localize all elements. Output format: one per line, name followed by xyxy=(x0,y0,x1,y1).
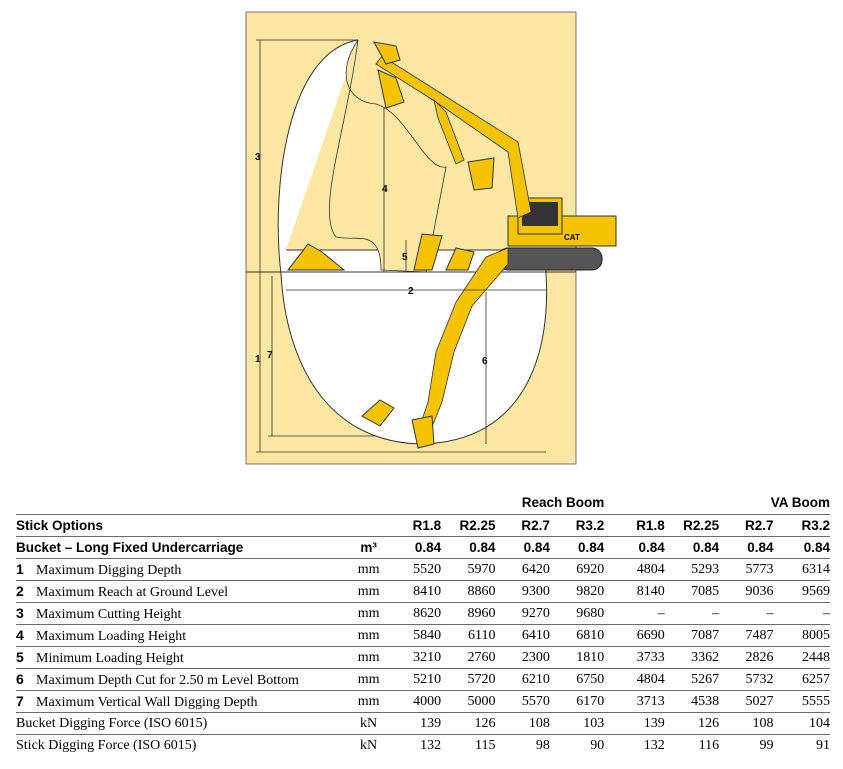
table-cell: 0.84 xyxy=(389,537,441,559)
row-number: 4 xyxy=(16,626,24,643)
table-cell: 3362 xyxy=(665,647,719,669)
table-cell: 0.84 xyxy=(665,537,719,559)
table-cell: 5027 xyxy=(719,691,773,713)
table-row xyxy=(16,603,830,625)
table-cell: 90 xyxy=(550,735,604,757)
row-label-text: Maximum Loading Height xyxy=(36,628,187,644)
table-row xyxy=(16,559,830,581)
table-cell: 91 xyxy=(774,735,831,757)
group-va-boom: VA Boom xyxy=(770,494,830,510)
row-number: 5 xyxy=(16,648,24,665)
row-label xyxy=(16,713,348,735)
row-label xyxy=(16,581,348,603)
dim-label-4: 4 xyxy=(382,184,388,195)
table-cell: 0.84 xyxy=(550,537,604,559)
table-cell: – xyxy=(719,603,773,625)
table-cell: 5267 xyxy=(665,669,719,691)
col-header: R3.2 xyxy=(550,515,604,537)
table-cell: – xyxy=(604,603,664,625)
table-cell: 1810 xyxy=(550,647,604,669)
row-unit: mm xyxy=(348,669,388,691)
table-cell: 6257 xyxy=(774,669,831,691)
table-row xyxy=(16,625,830,647)
col-header: R2.7 xyxy=(719,515,773,537)
table-row xyxy=(16,647,830,669)
table-cell: 5000 xyxy=(441,691,495,713)
table-cell: 6110 xyxy=(441,625,495,647)
table-cell: 4538 xyxy=(665,691,719,713)
stick-options-label: Stick Options xyxy=(16,515,348,537)
table-cell: 6750 xyxy=(550,669,604,691)
table-cell: 0.84 xyxy=(496,537,550,559)
table-cell: 8410 xyxy=(389,581,441,603)
table-row xyxy=(16,581,830,603)
row-label xyxy=(16,603,348,625)
table-cell: 5293 xyxy=(665,559,719,581)
table-cell: 8860 xyxy=(441,581,495,603)
group-reach-boom: Reach Boom xyxy=(521,494,605,510)
bucket-row xyxy=(16,537,830,559)
table-cell: 2300 xyxy=(496,647,550,669)
table-cell: 5210 xyxy=(389,669,441,691)
row-label xyxy=(16,625,348,647)
row-number: 1 xyxy=(16,560,24,577)
table-cell: 2760 xyxy=(441,647,495,669)
table-cell: 8960 xyxy=(441,603,495,625)
table-cell: 6314 xyxy=(774,559,831,581)
table-cell: 6410 xyxy=(496,625,550,647)
col-header: R1.8 xyxy=(604,515,664,537)
table-row xyxy=(16,735,830,757)
table-cell: 0.84 xyxy=(441,537,495,559)
table-cell: 98 xyxy=(496,735,550,757)
table-cell: 4804 xyxy=(604,669,664,691)
row-label-text: Maximum Vertical Wall Digging Depth xyxy=(36,694,258,710)
table-cell: 103 xyxy=(550,713,604,735)
row-unit: mm xyxy=(348,603,388,625)
table-cell: 6170 xyxy=(550,691,604,713)
row-unit: kN xyxy=(348,713,388,735)
dim-label-2: 2 xyxy=(408,286,414,297)
table-cell: 108 xyxy=(719,713,773,735)
table-cell: 7487 xyxy=(719,625,773,647)
table-cell: 5720 xyxy=(441,669,495,691)
col-header: R2.25 xyxy=(665,515,719,537)
dim-label-1: 1 xyxy=(255,354,261,365)
row-unit: mm xyxy=(348,559,388,581)
row-label xyxy=(16,647,348,669)
table-cell: 99 xyxy=(719,735,773,757)
row-unit: mm xyxy=(348,625,388,647)
table-cell: 4804 xyxy=(604,559,664,581)
table-cell: 7085 xyxy=(665,581,719,603)
table-cell: 108 xyxy=(496,713,550,735)
dim-label-7: 7 xyxy=(267,350,273,361)
table-cell: 9036 xyxy=(719,581,773,603)
col-header: R2.25 xyxy=(441,515,495,537)
table-cell: 139 xyxy=(389,713,441,735)
table-cell: – xyxy=(665,603,719,625)
row-label-text: Maximum Digging Depth xyxy=(36,562,182,578)
spec-rows xyxy=(16,559,830,757)
table-cell: 132 xyxy=(389,735,441,757)
table-cell: 115 xyxy=(441,735,495,757)
col-header: R3.2 xyxy=(774,515,831,537)
row-label xyxy=(16,735,348,757)
table-cell: 0.84 xyxy=(604,537,664,559)
table-cell: 3733 xyxy=(604,647,664,669)
row-number: 2 xyxy=(16,582,24,599)
group-header-row xyxy=(16,490,830,515)
table-cell: 3210 xyxy=(389,647,441,669)
table-cell: 2826 xyxy=(719,647,773,669)
row-unit: kN xyxy=(348,735,388,757)
table-cell: 0.84 xyxy=(774,537,831,559)
table-cell: 6920 xyxy=(550,559,604,581)
dim-label-5: 5 xyxy=(402,252,408,263)
table-cell: 139 xyxy=(604,713,664,735)
table-cell: 5732 xyxy=(719,669,773,691)
col-header: R2.7 xyxy=(496,515,550,537)
table-cell: – xyxy=(774,603,831,625)
row-label-text: Bucket Digging Force (ISO 6015) xyxy=(16,715,208,731)
row-label xyxy=(16,559,348,581)
row-label-text: Stick Digging Force (ISO 6015) xyxy=(16,737,197,753)
row-unit: mm xyxy=(348,581,388,603)
table-cell: 126 xyxy=(441,713,495,735)
table-cell: 8620 xyxy=(389,603,441,625)
dim-label-3: 3 xyxy=(255,152,261,163)
table-cell: 8005 xyxy=(774,625,831,647)
track xyxy=(498,248,602,270)
table-cell: 116 xyxy=(665,735,719,757)
dim-label-6: 6 xyxy=(482,356,488,367)
table-cell: 5970 xyxy=(441,559,495,581)
row-label-text: Maximum Reach at Ground Level xyxy=(36,584,229,600)
table-cell: 3713 xyxy=(604,691,664,713)
table-row xyxy=(16,691,830,713)
bucket-label: Bucket – Long Fixed Undercarriage xyxy=(16,537,348,559)
table-cell: 6420 xyxy=(496,559,550,581)
row-number: 6 xyxy=(16,670,24,687)
row-label-text: Maximum Cutting Height xyxy=(36,606,182,622)
table-cell: 5840 xyxy=(389,625,441,647)
table-cell: 9300 xyxy=(496,581,550,603)
table-row xyxy=(16,713,830,735)
table-cell: 5773 xyxy=(719,559,773,581)
table-cell: 9820 xyxy=(550,581,604,603)
table-cell: 5570 xyxy=(496,691,550,713)
row-label-text: Maximum Depth Cut for 2.50 m Level Bottom xyxy=(36,672,299,688)
working-range-diagram xyxy=(246,12,580,464)
cab-logo: CAT xyxy=(564,233,580,242)
row-unit: mm xyxy=(348,647,388,669)
table-cell: 9270 xyxy=(496,603,550,625)
row-label xyxy=(16,669,348,691)
stick-options-row xyxy=(16,515,830,537)
row-label-text: Minimum Loading Height xyxy=(36,650,184,666)
row-number: 7 xyxy=(16,692,24,709)
table-cell: 8140 xyxy=(604,581,664,603)
table-cell: 5520 xyxy=(389,559,441,581)
table-cell: 6690 xyxy=(604,625,664,647)
table-cell: 132 xyxy=(604,735,664,757)
table-cell: 104 xyxy=(774,713,831,735)
bucket-unit: m³ xyxy=(348,537,388,559)
spec-table xyxy=(16,490,830,756)
table-cell: 0.84 xyxy=(719,537,773,559)
table-cell: 6210 xyxy=(496,669,550,691)
table-cell: 9680 xyxy=(550,603,604,625)
table-cell: 126 xyxy=(665,713,719,735)
table-cell: 6810 xyxy=(550,625,604,647)
table-cell: 4000 xyxy=(389,691,441,713)
table-cell: 5555 xyxy=(774,691,831,713)
row-unit: mm xyxy=(348,691,388,713)
row-label xyxy=(16,691,348,713)
table-row xyxy=(16,669,830,691)
col-header: R1.8 xyxy=(389,515,441,537)
row-number: 3 xyxy=(16,604,24,621)
table-cell: 2448 xyxy=(774,647,831,669)
table-cell: 7087 xyxy=(665,625,719,647)
table-cell: 9569 xyxy=(774,581,831,603)
